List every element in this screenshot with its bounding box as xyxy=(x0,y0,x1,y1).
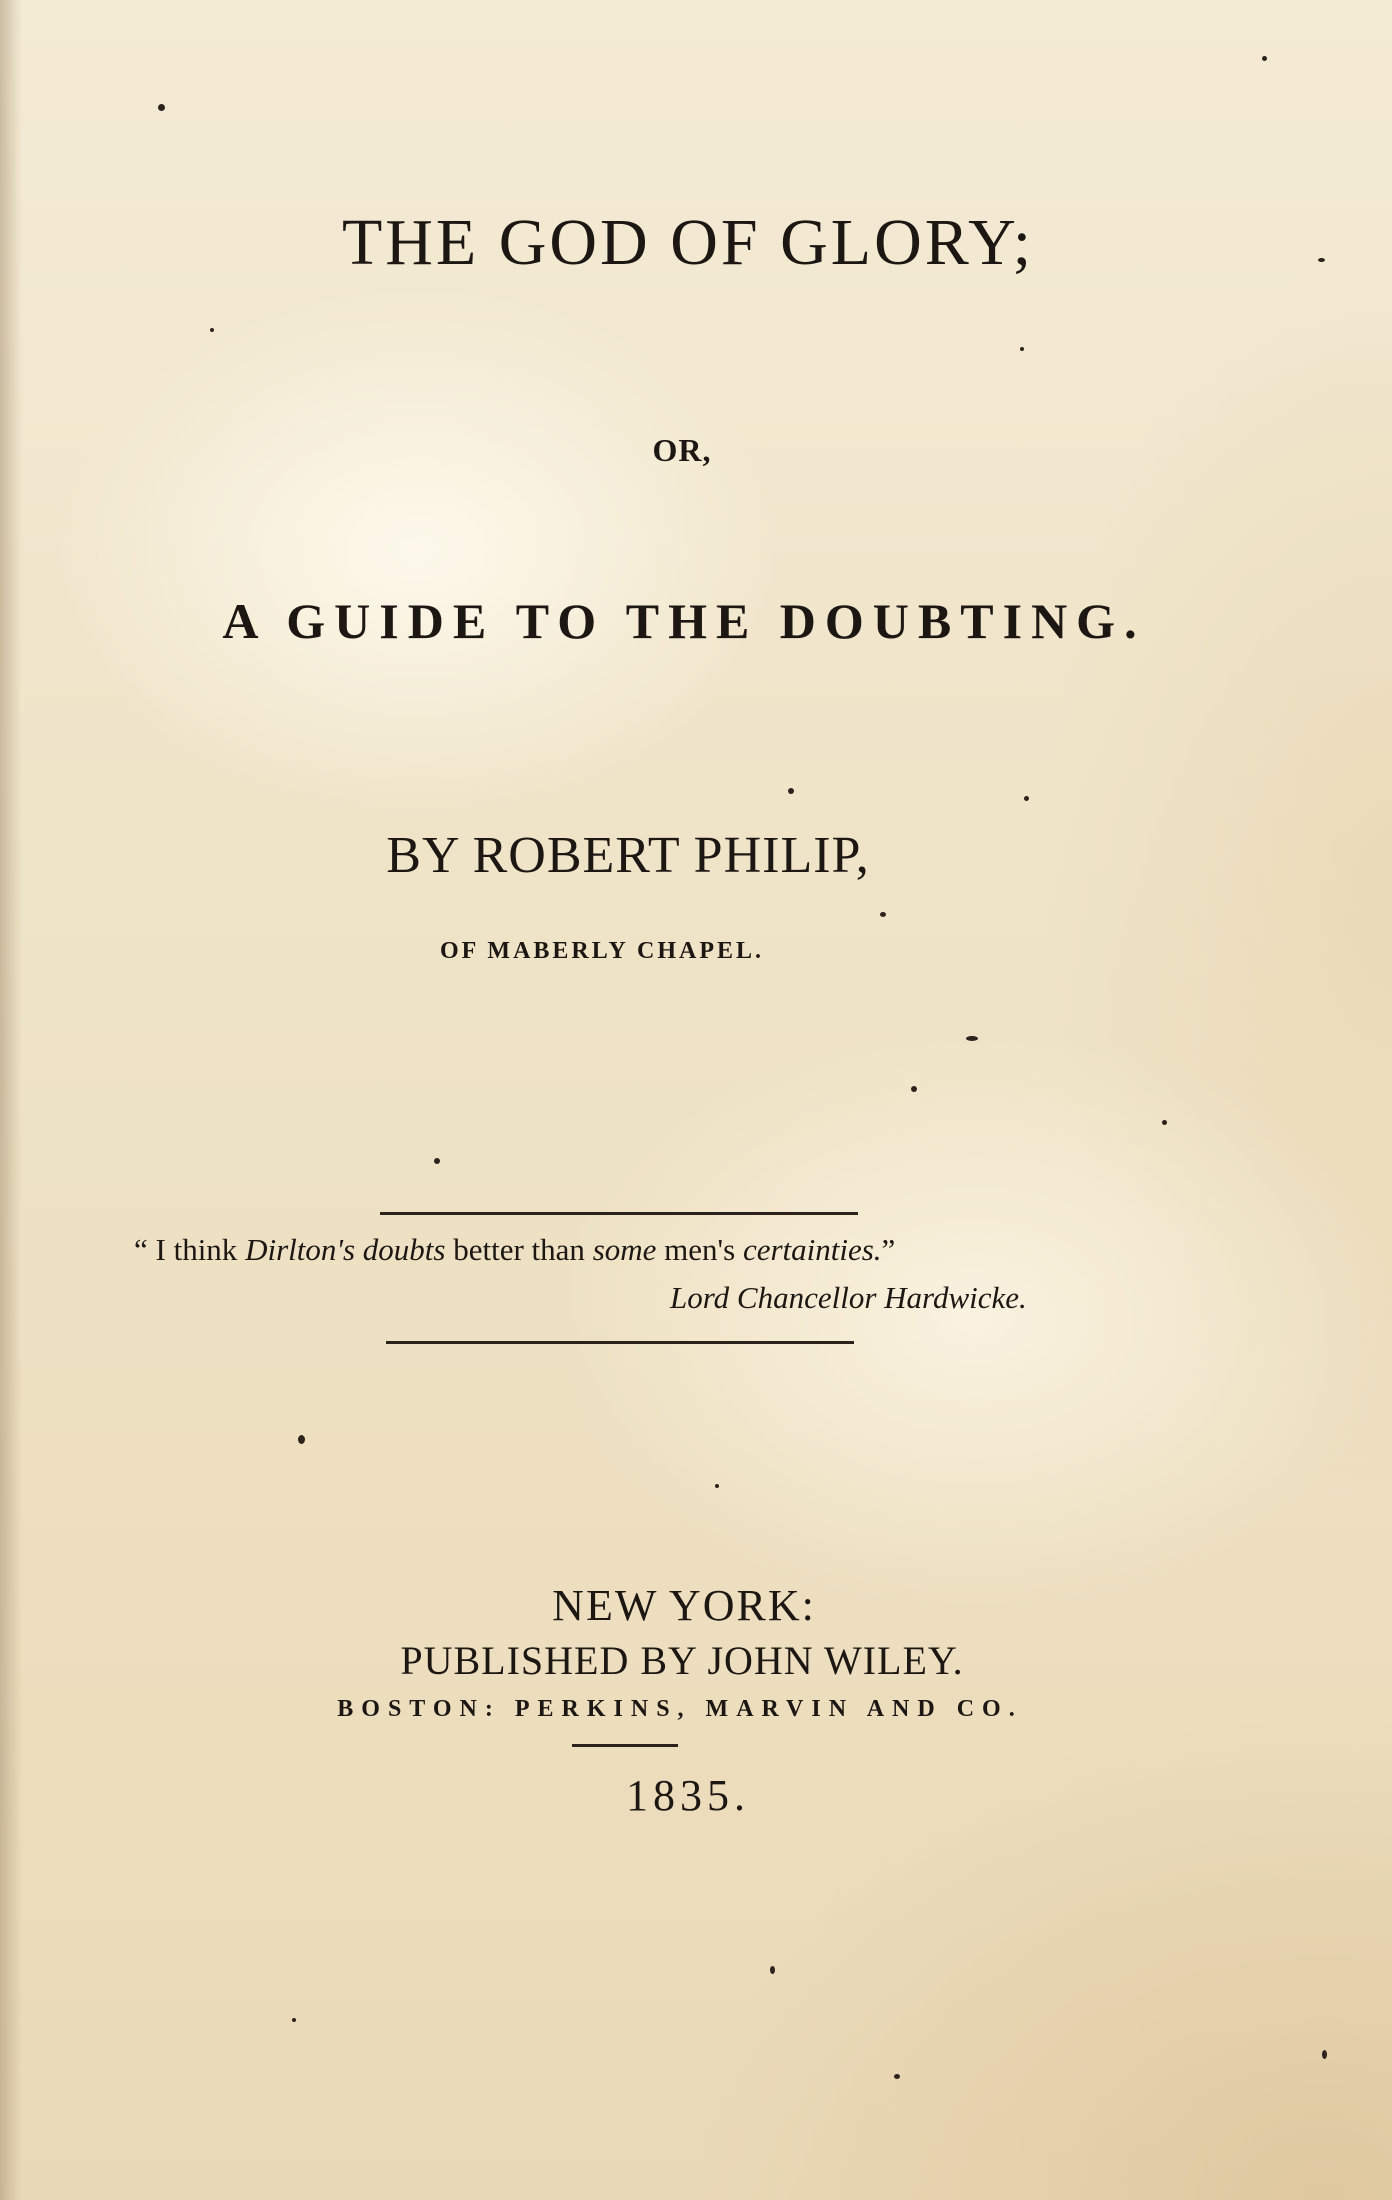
imprint-rule xyxy=(572,1744,678,1747)
foxing-speck xyxy=(1322,2050,1327,2059)
epigraph-middle: better than xyxy=(445,1232,593,1267)
foxing-speck xyxy=(1262,56,1267,61)
foxing-speck xyxy=(770,1966,775,1974)
book-subtitle: A GUIDE TO THE DOUBTING. xyxy=(222,593,1146,649)
foxing-speck xyxy=(1020,347,1024,351)
foxing-speck xyxy=(911,1086,917,1092)
imprint-distributor: BOSTON: PERKINS, MARVIN AND CO. xyxy=(337,1696,1023,1722)
author-affiliation: OF MABERLY CHAPEL. xyxy=(439,938,765,964)
epigraph-quote xyxy=(134,1232,895,1268)
foxing-speck xyxy=(715,1484,719,1488)
foxing-speck xyxy=(210,328,214,332)
foxing-speck xyxy=(880,912,886,917)
title-conjunction: OR, xyxy=(652,432,712,468)
foxing-speck xyxy=(1024,796,1029,801)
epigraph-top-rule xyxy=(380,1212,858,1215)
foxing-speck xyxy=(158,104,165,111)
epigraph-open: “ I think xyxy=(134,1232,246,1267)
foxing-speck xyxy=(292,2018,296,2022)
epigraph-close: ” xyxy=(881,1232,896,1267)
imprint-city: NEW YORK: xyxy=(552,1581,816,1630)
foxing-speck xyxy=(788,788,794,794)
epigraph-middle-2: men's xyxy=(656,1232,743,1267)
epigraph-italic-phrase: Dirlton's doubts xyxy=(245,1232,446,1267)
epigraph-italic-word: some xyxy=(592,1232,657,1267)
author-line: BY ROBERT PHILIP, xyxy=(386,827,870,884)
epigraph-attribution: Lord Chancellor Hardwicke. xyxy=(670,1280,1027,1315)
epigraph-bottom-rule xyxy=(386,1341,854,1344)
imprint-publisher: PUBLISHED BY JOHN WILEY. xyxy=(400,1638,964,1683)
foxing-speck xyxy=(298,1435,305,1444)
page-binding-edge xyxy=(0,0,22,2200)
foxing-speck xyxy=(1162,1120,1167,1125)
foxing-speck xyxy=(894,2074,900,2079)
epigraph-italic-end: certainties. xyxy=(742,1232,882,1267)
foxing-speck xyxy=(434,1158,440,1164)
foxing-speck xyxy=(1318,258,1325,262)
book-title: THE GOD OF GLORY; xyxy=(341,206,1035,279)
foxing-speck xyxy=(966,1036,978,1041)
imprint-year: 1835. xyxy=(626,1771,750,1820)
